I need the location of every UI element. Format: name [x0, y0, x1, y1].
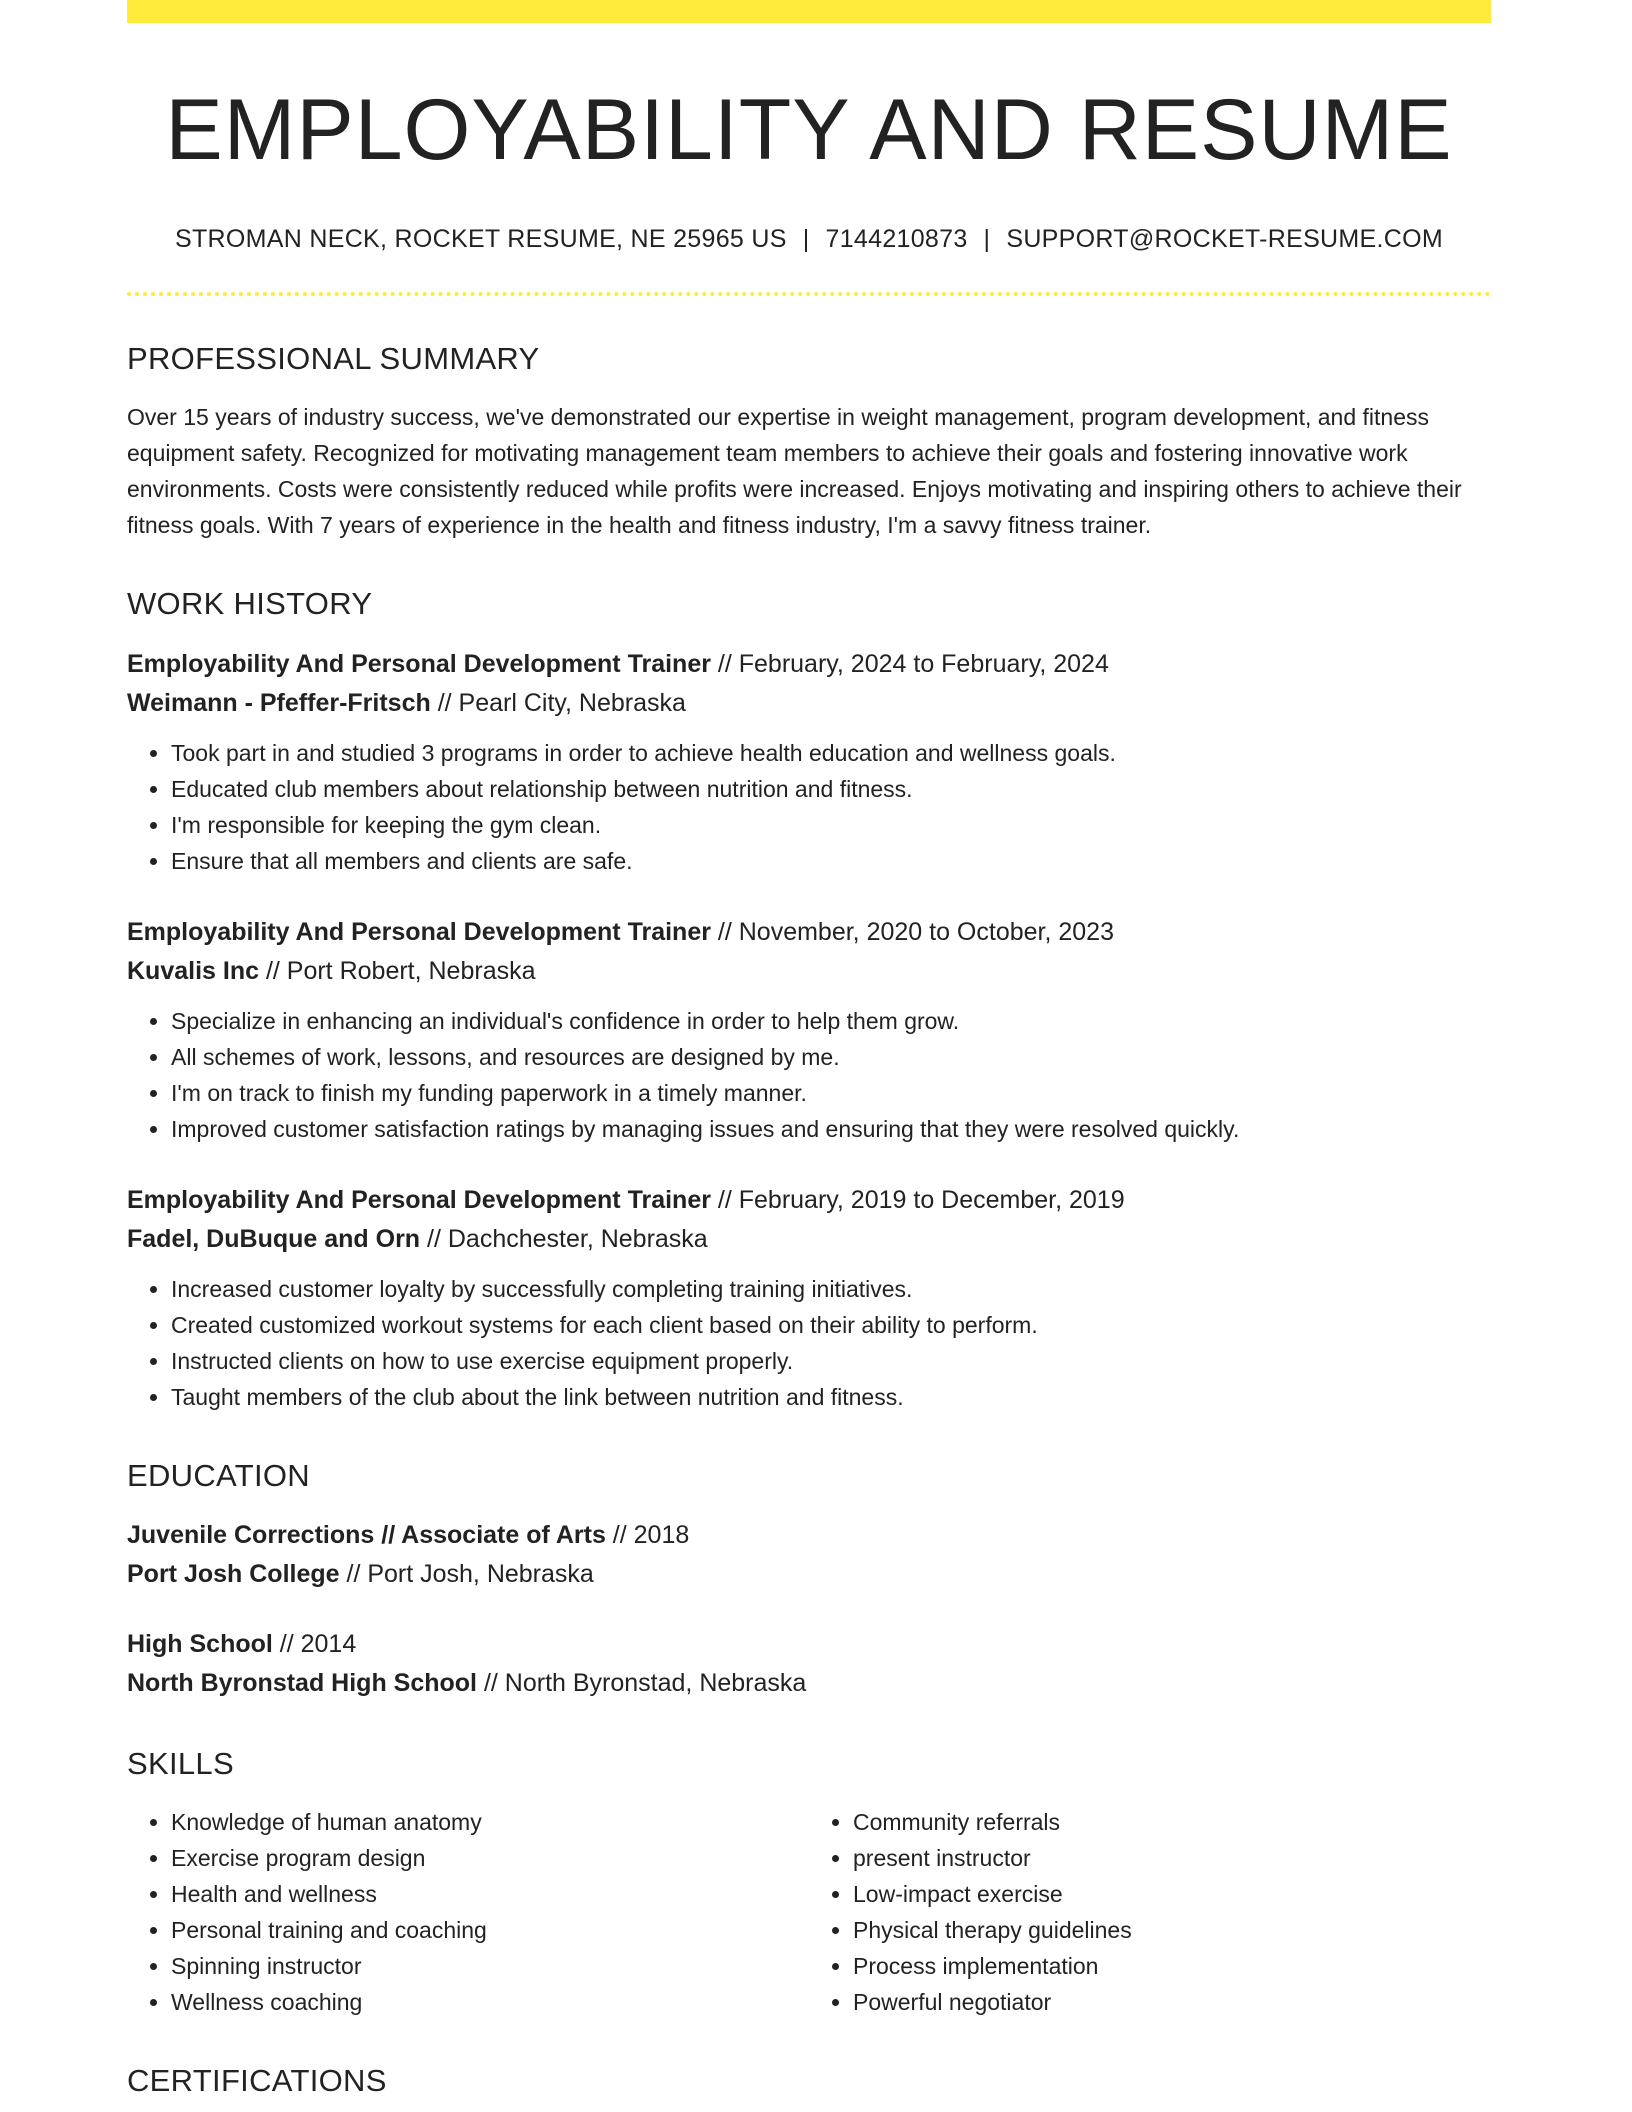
education-section — [127, 1457, 1491, 1703]
job-bullet: • I'm on track to finish my funding paperwork in a timely manner. — [171, 1075, 1491, 1111]
job-bullets — [127, 1003, 1491, 1147]
skills-heading: SKILLS — [127, 1745, 234, 1781]
education-school-row — [127, 1664, 1491, 1703]
skills-right-column — [809, 1804, 1491, 2020]
contact-email: SUPPORT@ROCKET-RESUME.COM — [1006, 225, 1443, 254]
skill-item: • Physical therapy guidelines — [853, 1912, 1491, 1948]
job-entry — [127, 913, 1491, 1147]
job-location: // Dachchester, Nebraska — [420, 1224, 708, 1253]
contact-line — [127, 225, 1491, 254]
skills-section — [127, 1745, 1491, 2020]
job-dates: // November, 2020 to October, 2023 — [710, 917, 1114, 946]
job-company-row — [127, 684, 1491, 723]
skill-item: • Health and wellness — [171, 1876, 809, 1912]
skill-item: • Process implementation — [853, 1948, 1491, 1984]
job-title: Employability And Personal Development Trainer — [127, 917, 711, 946]
job-title: Employability And Personal Development Trainer — [127, 649, 711, 678]
dotted-divider — [127, 292, 1491, 296]
job-entry — [127, 645, 1491, 879]
job-entry — [127, 1181, 1491, 1415]
education-degree: High School — [127, 1629, 273, 1658]
work-history-section — [127, 585, 1491, 1414]
certifications-section — [127, 2062, 1491, 2099]
certifications-heading: CERTIFICATIONS — [127, 2063, 387, 2099]
contact-separator: | — [983, 225, 991, 254]
job-bullet: • Ensure that all members and clients are safe. — [171, 843, 1491, 879]
job-company-row — [127, 1220, 1491, 1259]
education-degree: Juvenile Corrections // Associate of Arts — [127, 1520, 606, 1549]
resume-page — [127, 0, 1491, 2099]
job-dates: // February, 2024 to February, 2024 — [710, 649, 1109, 678]
education-location: // Port Josh, Nebraska — [339, 1559, 594, 1588]
job-company: Fadel, DuBuque and Orn — [127, 1224, 421, 1253]
education-school-row — [127, 1555, 1491, 1594]
education-location: // North Byronstad, Nebraska — [477, 1668, 807, 1697]
education-degree-row — [127, 1625, 1491, 1664]
job-bullet: • Specialize in enhancing an individual's confidence in order to help them grow. — [171, 1003, 1491, 1039]
job-company-row — [127, 952, 1491, 991]
education-school: North Byronstad High School — [127, 1668, 477, 1697]
skill-item: • Knowledge of human anatomy — [171, 1804, 809, 1840]
summary-section — [127, 340, 1491, 543]
job-bullets — [127, 1271, 1491, 1415]
job-title: Employability And Personal Development Trainer — [127, 1185, 711, 1214]
education-entry — [127, 1625, 1491, 1703]
education-heading: EDUCATION — [127, 1457, 310, 1493]
job-bullet: • Taught members of the club about the link between nutrition and fitness. — [171, 1379, 1491, 1415]
skill-item: • Community referrals — [853, 1804, 1491, 1840]
job-dates: // February, 2019 to December, 2019 — [710, 1185, 1125, 1214]
skill-item: • Spinning instructor — [171, 1948, 809, 1984]
skill-item: • Exercise program design — [171, 1840, 809, 1876]
skills-left-column — [127, 1804, 809, 2020]
skill-item: • Low-impact exercise — [853, 1876, 1491, 1912]
contact-address: STROMAN NECK, ROCKET RESUME, NE 25965 US — [175, 225, 787, 254]
education-school: Port Josh College — [127, 1559, 340, 1588]
contact-separator: | — [802, 225, 810, 254]
contact-phone: 7144210873 — [825, 225, 968, 254]
education-year: // 2018 — [605, 1520, 690, 1549]
job-bullet: • Increased customer loyalty by successfully completing training initiatives. — [171, 1271, 1491, 1307]
top-accent-bar — [127, 0, 1491, 23]
work-history-heading: WORK HISTORY — [127, 586, 373, 622]
job-location: // Pearl City, Nebraska — [430, 688, 686, 717]
education-degree-row — [127, 1516, 1491, 1555]
job-bullet: • Instructed clients on how to use exercise equipment properly. — [171, 1343, 1491, 1379]
job-location: // Port Robert, Nebraska — [259, 956, 536, 985]
skill-item: • Wellness coaching — [171, 1984, 809, 2020]
job-company: Weimann - Pfeffer-Fritsch — [127, 688, 431, 717]
job-bullet: • Took part in and studied 3 programs in order to achieve health education and wellness goals. — [171, 735, 1491, 771]
summary-heading: PROFESSIONAL SUMMARY — [127, 341, 540, 377]
job-title-row — [127, 645, 1491, 684]
skill-item: • Powerful negotiator — [853, 1984, 1491, 2020]
job-title-row — [127, 913, 1491, 952]
job-title-row — [127, 1181, 1491, 1220]
job-company: Kuvalis Inc — [127, 956, 259, 985]
education-year: // 2014 — [272, 1629, 357, 1658]
job-bullets — [127, 735, 1491, 879]
skills-columns — [127, 1804, 1491, 2020]
education-entry — [127, 1516, 1491, 1594]
resume-name: EMPLOYABILITY AND RESUME — [165, 82, 1453, 178]
skill-item: • Personal training and coaching — [171, 1912, 809, 1948]
job-bullet: • I'm responsible for keeping the gym clean. — [171, 807, 1491, 843]
job-bullet: • Improved customer satisfaction ratings by managing issues and ensuring that they were resolved quickly. — [171, 1111, 1491, 1147]
summary-text: Over 15 years of industry success, we've demonstrated our expertise in weight management, program development, and fitness equipment safety. Recognized for motivating management team members to achieve their goals and fostering innovative work environments. Costs were consistently reduced while profits were increased. Enjoys motivating and inspiring others to achieve their fitness goals. With 7 years of experience in the health and fitness industry, I'm a savvy fitness trainer. — [127, 404, 1462, 539]
job-bullet: • All schemes of work, lessons, and resources are designed by me. — [171, 1039, 1491, 1075]
job-bullet: • Educated club members about relationship between nutrition and fitness. — [171, 771, 1491, 807]
skill-item: • present instructor — [853, 1840, 1491, 1876]
job-bullet: • Created customized workout systems for each client based on their ability to perform. — [171, 1307, 1491, 1343]
